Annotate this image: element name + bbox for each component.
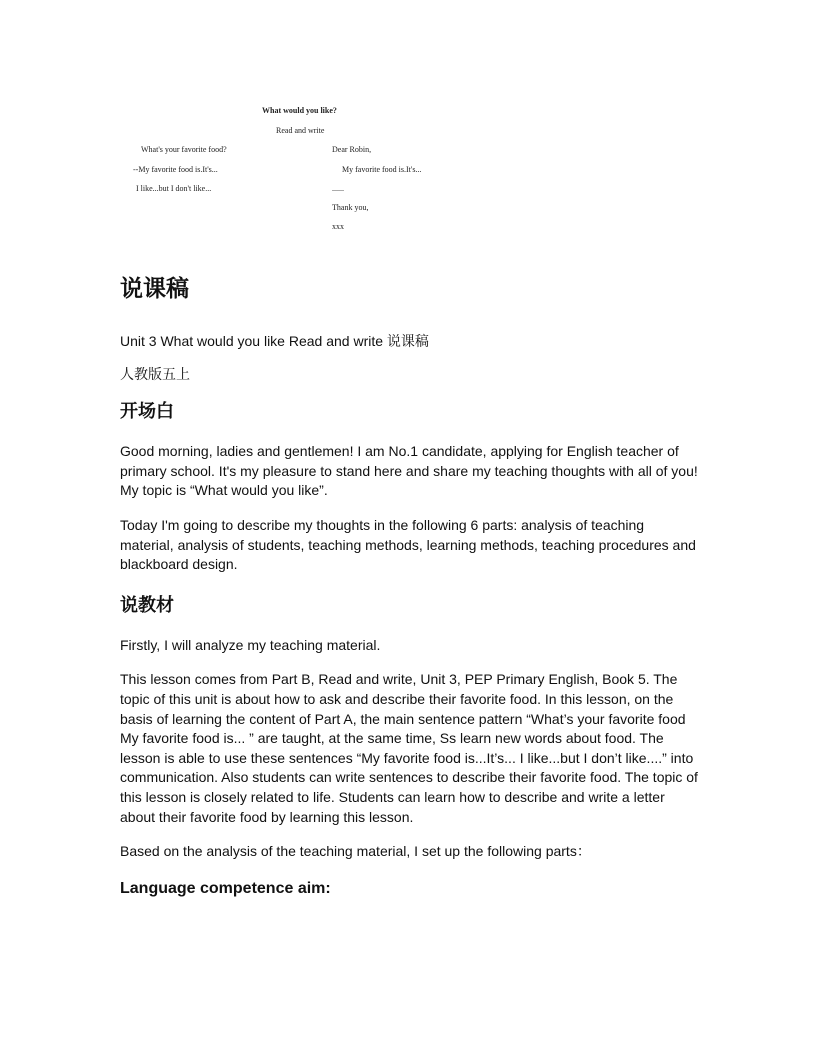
paragraph: This lesson comes from Part B, Read and write, Unit 3, PEP Primary English, Book 5. The topic of this unit is about how to ask and describe their favorite food. In this lesson, on the basis of learning the content of Part A, the main sentence pattern “What’s your favorite food My favorite food is... ” are taught, at the same time, Ss learn new words about food. The lesson is able to use these sentences “My favorite food is...It’s... I like...but I don’t like....” into communication. Also students can write sentences to describe their favorite food. The topic of this lesson is closely related to life. Students can learn how to describe and write a letter about their favorite food by learning this lesson. (120, 671, 698, 825)
page-title: 说课稿 (120, 275, 189, 301)
board-title: What would you like? (262, 106, 337, 115)
paragraph: Based on the analysis of the teaching material, I set up the following parts： (120, 843, 591, 860)
document-body (120, 268, 700, 901)
paragraph: Today I'm going to describe my thoughts in the following 6 parts: analysis of teaching material, analysis of students, teaching methods, learning methods, teaching procedures and blackboard design. (120, 516, 696, 573)
paragraph: Good morning, ladies and gentlemen! I am No.1 candidate, applying for English teacher of primary school. It's my pleasure to stand here and share my teaching thoughts with all of you! My topic is “What would you like”. (120, 443, 698, 499)
section-heading-material: 说教材 (120, 594, 174, 615)
subheading-language-aim: Language competence aim: (120, 879, 331, 897)
edition-label: 人教版五上 (120, 365, 190, 382)
document-subtitle: Unit 3 What would you like Read and write 说课稿 (120, 333, 429, 349)
board-right-line: ...... (332, 184, 344, 193)
board-left-line: --My favorite food is.It's... (133, 165, 218, 174)
board-left-line: What's your favorite food? (141, 145, 227, 154)
board-left-line: I like...but I don't like... (136, 184, 212, 193)
blackboard-design (0, 0, 816, 240)
section-heading-opening: 开场白 (120, 401, 174, 422)
board-right-line: My favorite food is.It's... (342, 165, 422, 174)
board-subtitle: Read and write (276, 126, 325, 135)
paragraph: Firstly, I will analyze my teaching material. (120, 636, 381, 653)
board-right-line: xxx (332, 222, 344, 231)
board-right-line: Thank you, (332, 203, 369, 212)
board-right-line: Dear Robin, (332, 145, 372, 154)
